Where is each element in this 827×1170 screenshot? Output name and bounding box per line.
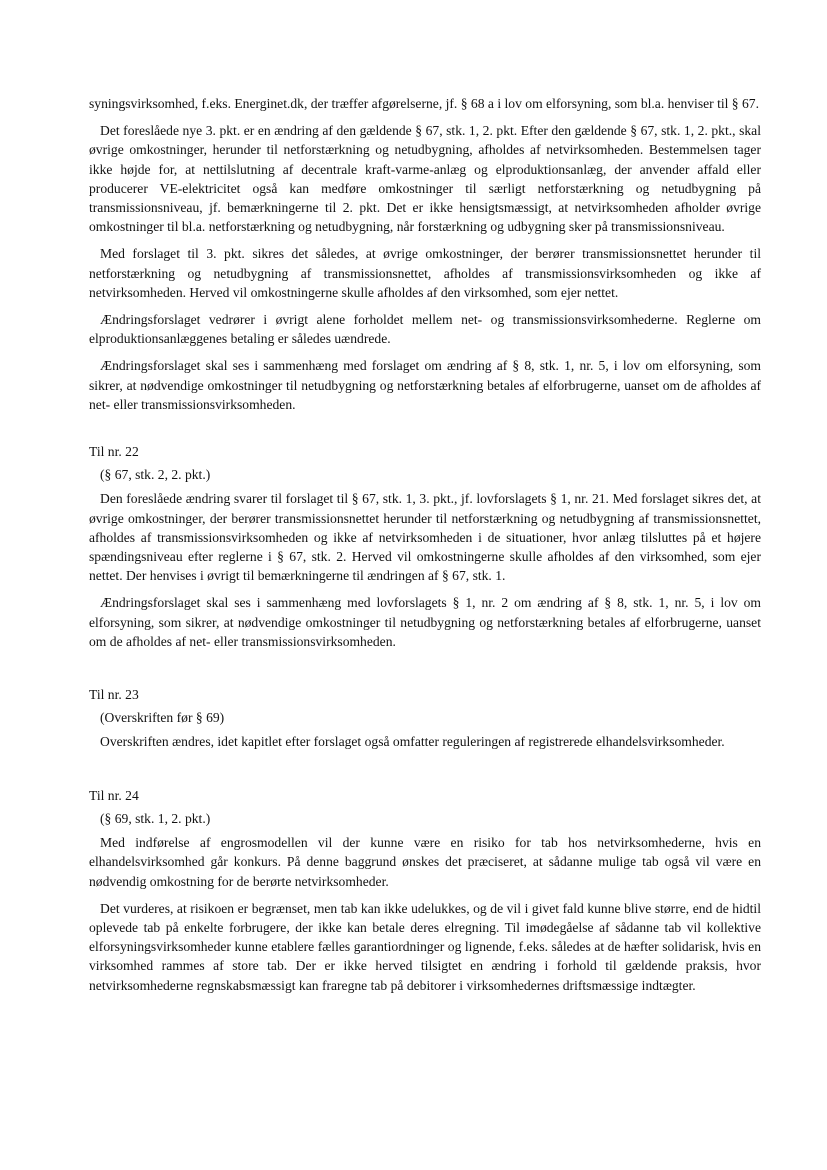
intro-paragraph-4: Ændringsforslaget skal ses i sammenhæng med forslaget om ændring af § 8, stk. 1, nr. 5, i lov om elforsyning, som sikrer, at nødvendige omkostninger til netudbygning og netforstærkning betales af elforbrugerne, uanset om de afholdes af net- eller transmissionsvirksomheden.: [89, 358, 761, 412]
continuation-paragraph: syningsvirksomhed, f.eks. Energinet.dk, der træffer afgørelserne, jf. § 68 a i lov om elforsyning, som bl.a. henviser til § 67.: [89, 96, 759, 111]
document-page: [89, 94, 761, 1003]
section-subheading: (§ 69, stk. 1, 2. pkt.): [100, 810, 211, 826]
section-paragraph: Ændringsforslaget skal ses i sammenhæng med lovforslagets § 1, nr. 2 om ændring af § 8, stk. 1, nr. 5, i lov om elforsyning, som sikrer, at nødvendige omkostninger til netudbygning og netforstærkning betales af elforbrugerne, uanset om de afholdes af net- eller transmissionsvirksomheden.: [89, 595, 761, 649]
section-subheading: (Overskriften før § 69): [100, 710, 225, 726]
intro-paragraph-2: Med forslaget til 3. pkt. sikres det således, at øvrige omkostninger, der berører transmissionsnettet herunder til netforstærkning og netudbygning af transmissionsnettet, afholdes af transmissionsvirksomheden og ikke af netvirksomheden. Herved vil omkostningerne skulle afholdes af den virksomhed, som ejer nettet.: [89, 246, 761, 300]
intro-paragraph-1: Det foreslåede nye 3. pkt. er en ændring af den gældende § 67, stk. 1, 2. pkt. Efter den gældende § 67, stk. 1, 2. pkt., skal øvrige omkostninger, herunder til netforstærkning og netudbygning, afholdes af netvirksomheden. Bestemmelsen tager ikke højde for, at nettilslutning af decentrale kraft-varme-anlæg og elproduktionsanlæg, der anvender affald eller producerer VE-elektricitet også kan medføre omkostninger til særligt netforstærkning og netudbygning på transmissionsniveau, jf. bemærkningerne til 2. pkt. Det er ikke hensigtsmæssigt, at netvirksomheden afholder øvrige omkostninger til bl.a. netforstærkning og netudbygning, når forstærkning og udbygning sker på transmissionsniveau.: [89, 123, 761, 235]
section-heading: Til nr. 23: [89, 687, 139, 703]
section-heading: Til nr. 22: [89, 444, 139, 460]
section-paragraph: Overskriften ændres, idet kapitlet efter forslaget også omfatter reguleringen af registrerede elhandelsvirksomheder.: [100, 734, 725, 750]
section-nr-24: [89, 786, 761, 995]
section-paragraph: Med indførelse af engrosmodellen vil der kunne være en risiko for tab hos netvirksomhederne, hvis en elhandelsvirksomhed går konkurs. På denne baggrund ønskes det præciseret, at sådanne mulige tab også vil være en nødvendig omkostning for de berørte netvirksomheder.: [89, 835, 761, 889]
section-paragraph: Det vurderes, at risikoen er begrænset, men tab kan ikke udelukkes, og de vil i givet fald kunne blive større, end de hidtil oplevede tab på enkelte forbrugere, der ikke kan betale deres elregning. Til imødegåelse af sådanne tab vil kollektive elforsyningsvirksomheder kunne etablere fælles garantiordninger og lignende, f.eks. således at de hæfter solidarisk, hvis en virksomhed rammes af store tab. Der er ikke herved tilsigtet en ændring i forhold til gældende praksis, hvor netvirksomhederne regnskabsmæssigt kan fraregne tab på debitorer i virksomhedernes driftsmæssige indtægter.: [89, 900, 761, 993]
section-subheading: (§ 67, stk. 2, 2. pkt.): [100, 467, 211, 483]
intro-paragraph-3: Ændringsforslaget vedrører i øvrigt alene forholdet mellem net- og transmissionsvirksomhederne. Reglerne om elproduktionsanlæggenes betaling er således uændrede.: [89, 312, 761, 347]
section-nr-23: [89, 685, 761, 752]
section-heading: Til nr. 24: [89, 787, 139, 803]
section-nr-22: [89, 442, 761, 651]
section-paragraph: Den foreslåede ændring svarer til forslaget til § 67, stk. 1, 3. pkt., jf. lovforslagets § 1, nr. 21. Med forslaget sikres det, at øvrige omkostninger, der berører transmissionsnettet herunder til netforstærkning og netudbygning af transmissionsnettet, afholdes af transmissionsvirksomheden og ikke af netvirksomheden i de situationer, hvor anlæg tilsluttes på et højere spændingsniveau efter reglerne i § 67, stk. 2. Herved vil omkostningerne skulle afholdes af den virksomhed, som ejer nettet. Der henvises i øvrigt til bemærkningerne til ændringen af § 67, stk. 1.: [89, 491, 761, 584]
